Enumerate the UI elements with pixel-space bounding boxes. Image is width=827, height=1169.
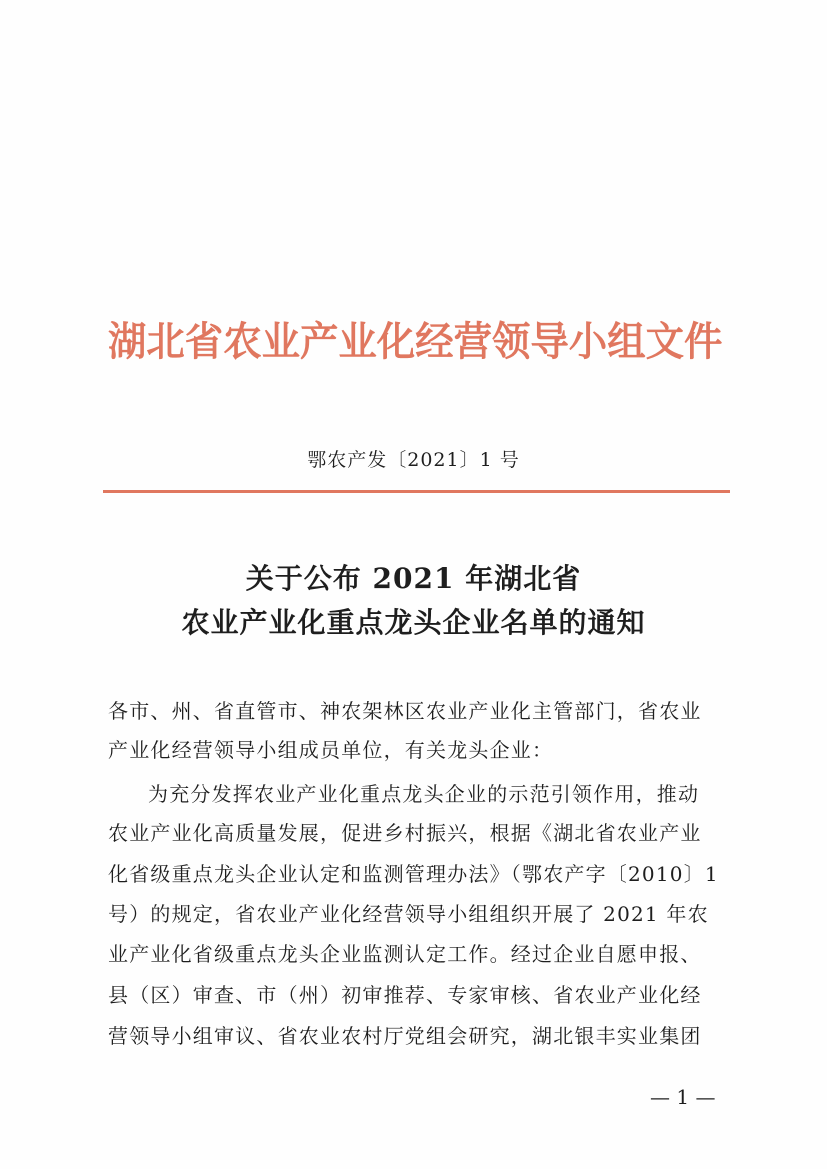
- body-line-3: 化省级重点龙头企业认定和监测管理办法》（鄂农产字〔2010〕1: [108, 862, 719, 886]
- salutation-line-2: 产业化经营领导小组成员单位，有关龙头企业：: [108, 738, 554, 762]
- notice-title-line-2: 农业产业化重点龙头企业名单的通知: [181, 606, 646, 639]
- body-line-7: 营领导小组审议、省农业农村厅党组会研究，湖北银丰实业集团: [108, 1024, 702, 1048]
- page-number: — 1 —: [650, 1085, 716, 1109]
- body-line-4: 号）的规定，省农业产业化经营领导小组组织开展了 2021 年农: [108, 902, 709, 926]
- issuing-authority-title: 湖北省农业产业化经营领导小组文件: [108, 319, 723, 365]
- body-line-5: 业产业化省级重点龙头企业监测认定工作。经过企业自愿申报、: [108, 942, 702, 966]
- document-number: 鄂农产发〔2021〕1 号: [307, 449, 520, 471]
- body-line-6: 县（区）审查、市（州）初审推荐、专家审核、省农业产业化经: [108, 983, 702, 1007]
- body-line-2: 农业产业化高质量发展，促进乡村振兴，根据《湖北省农业产业: [108, 821, 702, 845]
- notice-title-line-1: 关于公布 2021 年湖北省: [245, 562, 582, 595]
- body-line-1: 为充分发挥农业产业化重点龙头企业的示范引领作用，推动: [148, 782, 700, 806]
- red-separator-line: [103, 490, 730, 493]
- salutation-line-1: 各市、州、省直管市、神农架林区农业产业化主管部门，省农业: [108, 699, 702, 723]
